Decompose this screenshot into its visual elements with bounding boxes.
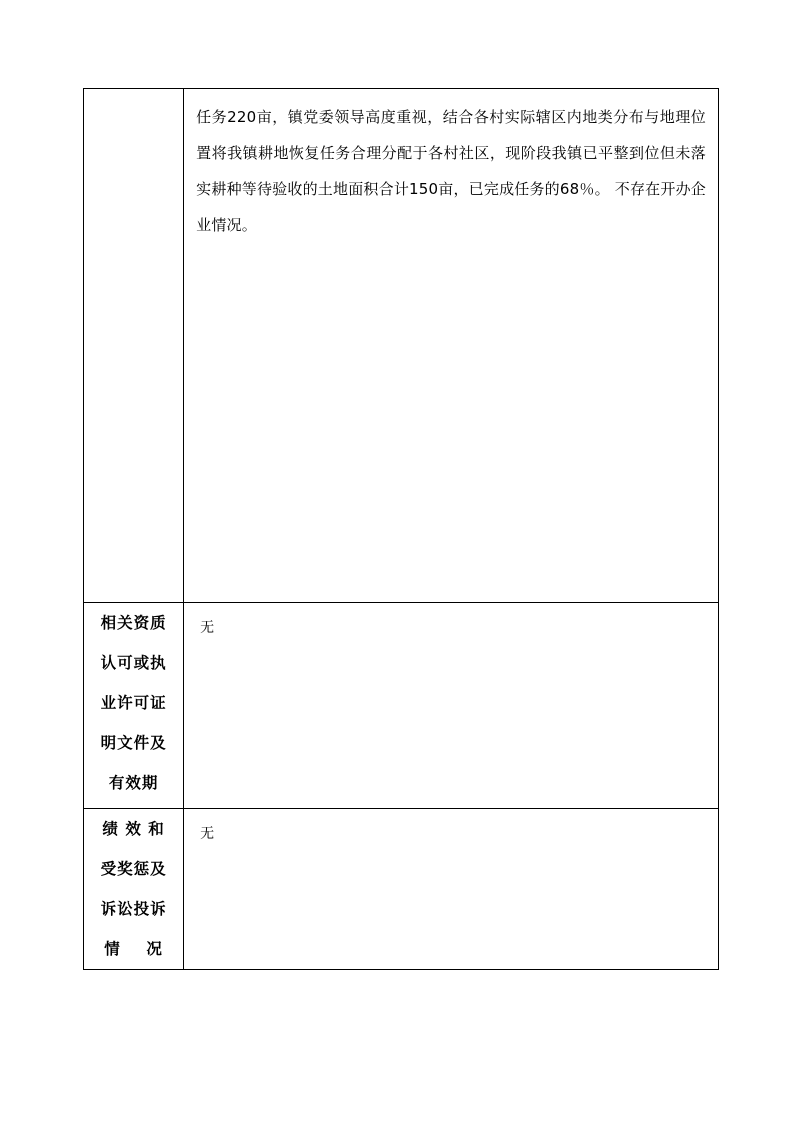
performance-content-text: 无 [200,826,215,842]
qualification-content-text: 无 [200,620,215,636]
table-row [84,603,719,809]
qualification-label-stack [84,603,183,803]
performance-label-line-3: 诉讼投诉 [100,900,167,918]
qualification-label-line-3: 业许可证 [100,694,167,712]
performance-label-stack [84,809,183,969]
performance-content-wrapper [184,809,718,853]
table-row [84,89,719,603]
table-row [84,809,719,970]
performance-label-line-4: 情 况 [104,940,163,958]
qualification-label-line-1: 相关资质 [100,614,167,632]
row-label-cell-qualification [84,603,184,809]
performance-label-line-2: 受奖惩及 [100,860,167,878]
main-content-text: 任务220亩，镇党委领导高度重视，结合各村实际辖区内地类分布与地理位置将我镇耕地恢复任务合理分配于各村社区，现阶段我镇已平整到位但未落实耕种等待验收的土地面积合计150亩，已完成任务的68％。 不存在开办企业情况。 [196,108,706,234]
row-label-cell-performance [84,809,184,970]
qualification-label-line-4: 明文件及 [100,734,167,752]
row-content-cell-qualification [184,603,719,809]
qualification-content-wrapper [184,603,718,647]
row-content-cell-main [184,89,719,603]
performance-label-line-1: 绩 效 和 [102,820,165,838]
information-table [83,88,719,970]
row-label-cell-main [84,89,184,603]
qualification-label-line-2: 认可或执 [100,654,167,672]
row-content-cell-performance [184,809,719,970]
qualification-label-line-5: 有效期 [108,774,159,792]
